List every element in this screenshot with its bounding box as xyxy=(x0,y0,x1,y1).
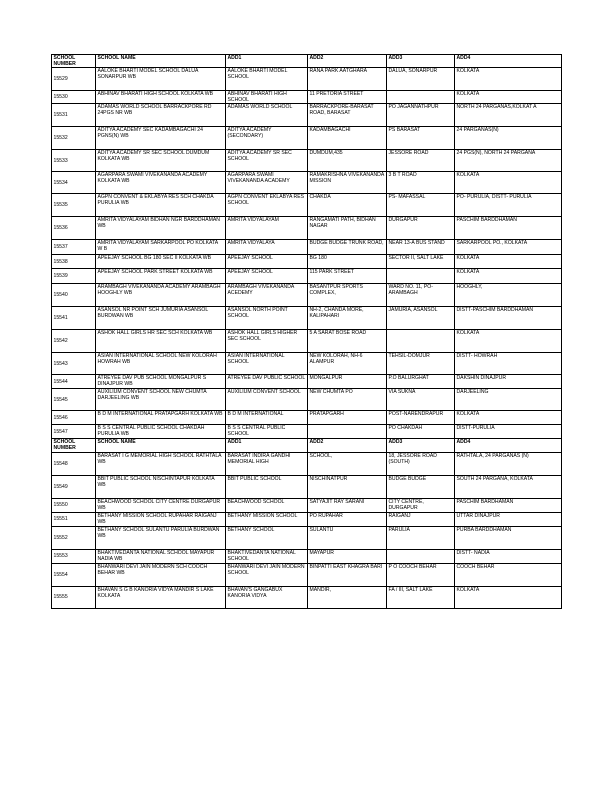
table-cell xyxy=(308,425,387,439)
table-cell: MANDIR, xyxy=(308,586,387,608)
table-cell: KADAMBAGACHI xyxy=(308,127,387,150)
table-cell: ADITYA ACADEMY (SECONDARY) xyxy=(226,127,308,150)
column-header: ADD2 xyxy=(308,439,387,452)
table-row xyxy=(52,307,562,330)
table-cell: BG 180 xyxy=(308,255,387,269)
table-row xyxy=(52,586,562,608)
table-cell: BETHANY SCHOOL xyxy=(226,526,308,549)
table-cell: DARJEELING xyxy=(455,389,562,411)
table-row xyxy=(52,389,562,411)
table-cell: AGARPARA SWAMI VIVEKANANDA ACADEMY xyxy=(226,172,308,194)
table-cell: BBIT PUBLIC SCHOOL xyxy=(226,475,308,498)
table-cell: ADITYA ACADEMY SEC KADAMBAGACHI 24 PGNS(N) WB xyxy=(96,127,226,150)
table-cell: P.O BALURGHAT xyxy=(387,375,455,389)
table-cell: APEEJAY SCHOOL BG 180 SEC II KOLKATA WB xyxy=(96,255,226,269)
column-header: ADD3 xyxy=(387,55,455,68)
table-cell: APEEJAY SCHOOL PARK STREET KOLKATA WB xyxy=(96,269,226,284)
table-cell: AGPN CONVENT & EKLABYA RES SCH CHAKDA PURULIA WB xyxy=(96,194,226,217)
table-row xyxy=(52,549,562,563)
table-cell: 15537 xyxy=(52,240,96,255)
table-cell: ADAMAS WORLD SCHOOL xyxy=(226,104,308,127)
table-row xyxy=(52,217,562,240)
table-cell: SOUTH 24 PARGANA, KOLKATA xyxy=(455,475,562,498)
column-header: ADD4 xyxy=(455,439,562,452)
table-cell: PASCHIM BARDDHAMAN xyxy=(455,217,562,240)
table-cell: NEW KOLORAH, NH-6 ALAMPUR xyxy=(308,353,387,375)
column-header: SCHOOL NUMBER xyxy=(52,55,96,68)
table-cell: BETHANY SCHOOL SULANTU PARULIA BURDWAN WB xyxy=(96,526,226,549)
table-cell: ARAMBAGH VIVEKANANDA ACADEMY ARAMBAGH HOOGHLY WB xyxy=(96,284,226,307)
table-cell: BEACHWOOD SCHOOL CITY CENTRE DURGAPUR WB xyxy=(96,498,226,512)
table-cell: PARULIA xyxy=(387,526,455,549)
table-cell: SATYAJIT RAY SARANI xyxy=(308,498,387,512)
table-cell: ADAMAS WORLD SCHOOL BARRACKPORE RD 24PGS NR WB xyxy=(96,104,226,127)
table-cell: BARASAT I G MEMORIAL HIGH SCHOOL RATHTALA WB xyxy=(96,452,226,475)
table-cell: 15551 xyxy=(52,512,96,526)
table-cell: RANA PARK AATGHARA xyxy=(308,68,387,91)
table-cell: RANGAMATI PATH, BIDHAN NAGAR xyxy=(308,217,387,240)
table-cell: KOLKATA xyxy=(455,91,562,104)
table-cell: B D M INTERNATIONAL PRATAPGARH KOLKATA WB xyxy=(96,411,226,425)
table-cell: DISTT-PASCHIM BARDDHAMAN xyxy=(455,307,562,330)
table-cell: 15553 xyxy=(52,549,96,563)
table-cell: 15538 xyxy=(52,255,96,269)
table-cell: BEACHWOOD SCHOOL xyxy=(226,498,308,512)
table-cell xyxy=(387,549,455,563)
table-header-row xyxy=(52,439,562,452)
table-cell: RAIGANJ xyxy=(387,512,455,526)
schools-table xyxy=(51,54,562,609)
table-cell: 15536 xyxy=(52,217,96,240)
table-cell: PRATAPGARH xyxy=(308,411,387,425)
table-row xyxy=(52,194,562,217)
table-cell: FA / III, SALT LAKE xyxy=(387,586,455,608)
table-row xyxy=(52,563,562,586)
table-cell: SCHOOL, xyxy=(308,452,387,475)
table-cell: HOOGHLY, xyxy=(455,284,562,307)
table-cell: BUDGE BUDGE TRUNK ROAD, xyxy=(308,240,387,255)
table-cell: BARASAT INDIRA GANDHI MEMORIAL HIGH xyxy=(226,452,308,475)
table-cell: PO RUPAHAR xyxy=(308,512,387,526)
table-cell: DURGAPUR xyxy=(387,217,455,240)
table-row xyxy=(52,353,562,375)
column-header: ADD3 xyxy=(387,439,455,452)
table-cell: BARRACKPORE-BARASAT ROAD, BARASAT xyxy=(308,104,387,127)
table-cell: 18, JESSORE ROAD (SOUTH) xyxy=(387,452,455,475)
table-cell: BHANWARI DEVI JAIN MODERN SCH COOCH BEHAR WB xyxy=(96,563,226,586)
table-cell: B S S CENTRAL PUBLIC SCHOOL xyxy=(226,425,308,439)
table-cell: ABHINAV BHARATI HIGH SCHOOL KOLKATA WB xyxy=(96,91,226,104)
table-cell: TEHSIL-DOMJUR xyxy=(387,353,455,375)
table-cell: 15545 xyxy=(52,389,96,411)
table-cell: 115 PARK STREET xyxy=(308,269,387,284)
table-cell: NEAR 13-A BUS STAND xyxy=(387,240,455,255)
table-row xyxy=(52,425,562,439)
table-cell: 15550 xyxy=(52,498,96,512)
table-cell: AGPN CONVENT EKLABYA RES SCHOOL xyxy=(226,194,308,217)
table-cell: JAMURIA, ASANSOL xyxy=(387,307,455,330)
table-cell: JESSORE ROAD xyxy=(387,150,455,172)
table-cell: 3 B T ROAD xyxy=(387,172,455,194)
table-cell: KOLKATA xyxy=(455,255,562,269)
table-row xyxy=(52,475,562,498)
table-cell: P O COOCH BEHAR xyxy=(387,563,455,586)
table-cell: SECTOR II, SALT LAKE xyxy=(387,255,455,269)
table-cell: 15552 xyxy=(52,526,96,549)
table-cell: BHAKTIVEDANTA NATIONAL SCHOOL xyxy=(226,549,308,563)
table-cell: WARD NO. 11, PO-ARAMBAGH xyxy=(387,284,455,307)
table-cell: POST-NARENDRAPUR xyxy=(387,411,455,425)
table-row xyxy=(52,240,562,255)
table-row xyxy=(52,255,562,269)
table-cell: BHAKTIVEDANTA NATIONAL SCHOOL MAYAPUR NADIA WB xyxy=(96,549,226,563)
table-cell: PASCHIM BARDHAMAN xyxy=(455,498,562,512)
table-cell: 15555 xyxy=(52,586,96,608)
table-cell: RAMAKRISHNA VIVEKANANDA MISSION xyxy=(308,172,387,194)
table-row xyxy=(52,172,562,194)
table-row xyxy=(52,150,562,172)
table-cell: ATREYEE DAV PUBLIC SCHOOL xyxy=(226,375,308,389)
table-cell: ASIAN INTERNATIONAL SCHOOL xyxy=(226,353,308,375)
table-cell: PURBA BARDDHAMAN xyxy=(455,526,562,549)
table-row xyxy=(52,127,562,150)
table-cell: AMRITA VIDYALAYAM BIDHAN NGR BARDDHAMAN WB xyxy=(96,217,226,240)
table-cell: MONGALPUR xyxy=(308,375,387,389)
table-cell: NORTH 24 PARGANAS,KOLKAT A xyxy=(455,104,562,127)
table-cell: ADITYA ACADEMY SR SEC SCHOOL xyxy=(226,150,308,172)
table-cell: BHAVAN'S GANGABUX KANORIA VIDYA xyxy=(226,586,308,608)
table-cell: 15549 xyxy=(52,475,96,498)
table-row xyxy=(52,512,562,526)
table-cell: B S S CENTRAL PUBLIC SCHOOL CHAKDAH PURULIA WB xyxy=(96,425,226,439)
table-cell: 15542 xyxy=(52,330,96,353)
table-cell: 15540 xyxy=(52,284,96,307)
table-cell: DALUA, SONARPUR xyxy=(387,68,455,91)
table-cell: KOLKATA xyxy=(455,330,562,353)
table-row xyxy=(52,452,562,475)
table-cell: NH-2, CHANDA MORE, KALIPAHARI xyxy=(308,307,387,330)
table-cell: ASANSOL NR POINT SCH JUMURIA ASANSOL BURDWAN WB xyxy=(96,307,226,330)
table-cell: BASANTPUR SPORTS COMPLEX, xyxy=(308,284,387,307)
table-row xyxy=(52,526,562,549)
column-header: SCHOOL NAME xyxy=(96,55,226,68)
table-row xyxy=(52,284,562,307)
table-cell: BUDGE BUDGE xyxy=(387,475,455,498)
table-cell: ARAMBAGH VIVEKANANDA ACEDEMY xyxy=(226,284,308,307)
table-cell: 24 PGS(N), NORTH 24 PARGANA xyxy=(455,150,562,172)
table-cell: PS- MAFASSAL xyxy=(387,194,455,217)
table-cell: DAKSHIN DINAJPUR xyxy=(455,375,562,389)
table-cell: ASHOK HALL GIRLS HIGHER SEC SCHOOL xyxy=(226,330,308,353)
table-row xyxy=(52,375,562,389)
table-cell: BBIT PUBLIC SCHOOL NISCHINTAPUR KOLKATA WB xyxy=(96,475,226,498)
table-cell: 15541 xyxy=(52,307,96,330)
table-cell: DUMDUM,435 xyxy=(308,150,387,172)
table-row xyxy=(52,104,562,127)
table-cell: KOLKATA xyxy=(455,586,562,608)
table-cell: NISCHINATPUR xyxy=(308,475,387,498)
table-cell: KOLKATA xyxy=(455,172,562,194)
table-cell: AUXILIUM CONVENT SCHOOL xyxy=(226,389,308,411)
table-row xyxy=(52,498,562,512)
table-cell: 15546 xyxy=(52,411,96,425)
table-cell: 15529 xyxy=(52,68,96,91)
table-cell: 15534 xyxy=(52,172,96,194)
table-row xyxy=(52,411,562,425)
table-cell: BINPATTI EAST KHAGRA BARI xyxy=(308,563,387,586)
table-cell: ASIAN INTERNATIONAL SCHOOL NEW KOLORAH HOWRAH WB xyxy=(96,353,226,375)
table-row xyxy=(52,269,562,284)
table-cell xyxy=(387,91,455,104)
table-cell: 15533 xyxy=(52,150,96,172)
table-cell: DISTT-PURULIA xyxy=(455,425,562,439)
table-row xyxy=(52,330,562,353)
table-cell: KOLKATA xyxy=(455,269,562,284)
column-header: ADD2 xyxy=(308,55,387,68)
table-cell: 15530 xyxy=(52,91,96,104)
table-cell: APEEJAY SCHOOL xyxy=(226,255,308,269)
table-cell: BHAVAN S G B KANORIA VIDYA MANDIR S LAKE KOLKATA xyxy=(96,586,226,608)
table-cell: ADITYA ACADEMY SR SEC SCHOOL DUMDUM KOLKATA WB xyxy=(96,150,226,172)
table-cell: 24 PARGANAS(N) xyxy=(455,127,562,150)
column-header: ADD1 xyxy=(226,439,308,452)
table-cell: 15554 xyxy=(52,563,96,586)
table-row xyxy=(52,68,562,91)
table-cell: AMRITA VIDYALAYAM xyxy=(226,217,308,240)
table-cell: UTTAR DINAJPUR xyxy=(455,512,562,526)
table-cell: 15543 xyxy=(52,353,96,375)
table-cell: 15547 xyxy=(52,425,96,439)
table-cell: 11 PRETORIA STREET xyxy=(308,91,387,104)
table-cell: APEEJAY SCHOOL xyxy=(226,269,308,284)
table-row xyxy=(52,91,562,104)
column-header: SCHOOL NUMBER xyxy=(52,439,96,452)
table-cell: ASANSOL NORTH POINT SCHOOL xyxy=(226,307,308,330)
table-cell xyxy=(387,330,455,353)
table-cell: BETHANY MISSION SCHOOL xyxy=(226,512,308,526)
table-cell: 15535 xyxy=(52,194,96,217)
table-cell: KOLKATA xyxy=(455,68,562,91)
table-cell: B D M INTERNATIONAL xyxy=(226,411,308,425)
table-cell: AMRITA VIDYALAYAM SARKARPOOL PO KOLKATA W B xyxy=(96,240,226,255)
column-header: ADD4 xyxy=(455,55,562,68)
table-cell: BETHANY MISSION SCHOOL RUPAHAR RAIGANJ WB xyxy=(96,512,226,526)
table-cell: CHAKDA xyxy=(308,194,387,217)
table-cell: SARKARPOOL PO., KOLKATA xyxy=(455,240,562,255)
table-cell: 15544 xyxy=(52,375,96,389)
table-cell: RATHTALA, 24 PARGANAS (N) xyxy=(455,452,562,475)
table-cell: PS BARASAT xyxy=(387,127,455,150)
table-cell: DISTT- NADIA xyxy=(455,549,562,563)
table-cell: ASHOK HALL GIRLS HR SEC SCH KOLKATA WB xyxy=(96,330,226,353)
table-cell: COOCH BEHAR xyxy=(455,563,562,586)
table-cell xyxy=(387,269,455,284)
table-cell: ATREYEE DAV PUB SCHOOL MONGALPUR S DINAJPUR WB xyxy=(96,375,226,389)
table-cell: MAYAPUR xyxy=(308,549,387,563)
table-cell: AGARPARA SWAMI VIVEKANANDA ACADEMY KOLKATA WB xyxy=(96,172,226,194)
table-cell: 15532 xyxy=(52,127,96,150)
table-cell: NEW CHUMTA PO xyxy=(308,389,387,411)
table-cell: PO CHAKDAH xyxy=(387,425,455,439)
table-cell: PO JAGANNATHPUR xyxy=(387,104,455,127)
table-cell: 15548 xyxy=(52,452,96,475)
table-cell: AALOKE BHARTI MODEL SCHOOL DALUA SONARPUR WB xyxy=(96,68,226,91)
table-cell: BHANWARI DEVI JAIN MODERN SCHOOL xyxy=(226,563,308,586)
table-cell: PO- PURULIA, DISTT- PURULIA xyxy=(455,194,562,217)
table-cell: AMRITA VIDYALAYA xyxy=(226,240,308,255)
table-cell: 15531 xyxy=(52,104,96,127)
table-cell: ABHINAV BHARATI HIGH SCHOOL xyxy=(226,91,308,104)
table-cell: 5 A SARAT BOSE ROAD xyxy=(308,330,387,353)
table-cell: AALOKE BHARTI MODEL SCHOOL xyxy=(226,68,308,91)
table-cell: 15539 xyxy=(52,269,96,284)
table-cell: SULANTU xyxy=(308,526,387,549)
column-header: SCHOOL NAME xyxy=(96,439,226,452)
table-cell: VIA SUKNA xyxy=(387,389,455,411)
table-header-row xyxy=(52,55,562,68)
table-cell: CITY CENTRE, DURGAPUR xyxy=(387,498,455,512)
schools-table-body xyxy=(52,55,562,609)
table-cell: AUXILIUM CONVENT SCHOOL NEW CHUMTA DARJEELING WB xyxy=(96,389,226,411)
column-header: ADD1 xyxy=(226,55,308,68)
table-cell: DISTT- HOWRAH xyxy=(455,353,562,375)
table-cell: KOLKATA xyxy=(455,411,562,425)
